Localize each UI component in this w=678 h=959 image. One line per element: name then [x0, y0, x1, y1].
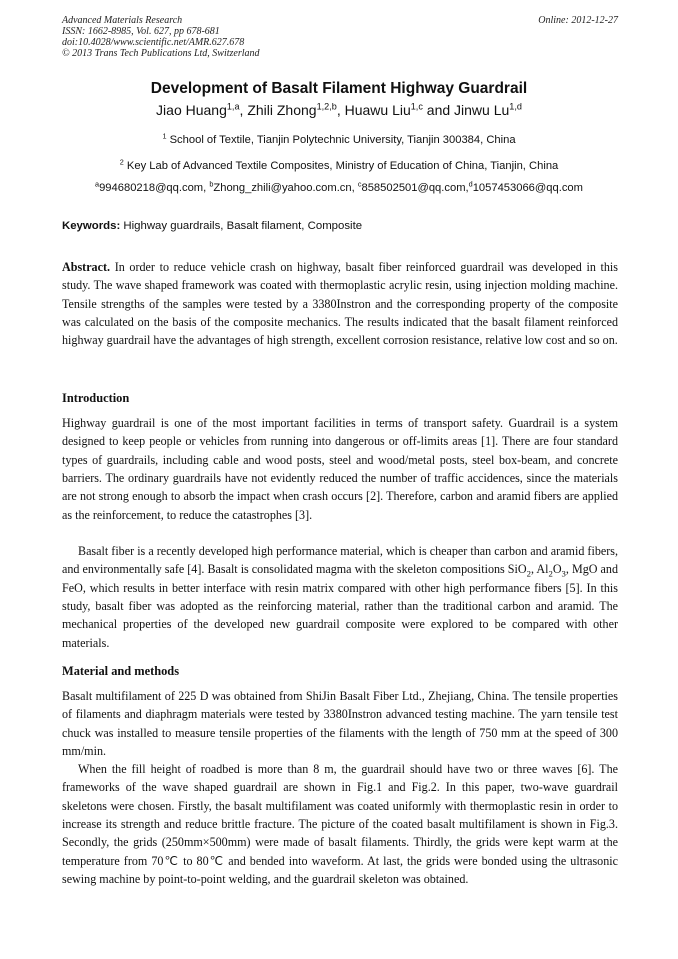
text-run: , Al: [530, 562, 549, 577]
subscript: 2: [548, 568, 553, 579]
subscript: 2: [526, 568, 531, 579]
author-separator: ,: [336, 102, 345, 118]
journal-header: [62, 15, 618, 59]
author-affil-sup: 1,2,b: [316, 101, 337, 112]
email-address: Zhong_zhili@yahoo.com.cn,: [213, 182, 358, 194]
affiliation-1: [0, 131, 678, 146]
text-run: Basalt fiber is a recently developed high performance material, which is cheaper than carbon and aramid fibers, and environmentally safe [4]. Basalt is consolidated magma with the skeleton compositions SiO: [62, 544, 618, 577]
keywords-label: Keywords:: [62, 220, 121, 232]
author-affil-sup: 1,d: [509, 101, 522, 112]
email-sup: b: [209, 179, 214, 189]
subscript: 3: [561, 568, 566, 579]
text-run: , MgO and FeO, which results in better interface with resin matrix compared with other high performance fibers [5]. In this study, basalt fiber was adopted as the reinforcing material, rather than the traditional carbon and aramid. The mechanical properties of the developed new guardrail composite were explored to be compared with other materials.: [62, 562, 618, 650]
author-name: Huawu Liu: [344, 102, 411, 118]
intro-paragraph-2: [62, 542, 618, 652]
author-separator: and: [422, 102, 455, 118]
affiliation-2: [0, 157, 678, 172]
email-address: 1057453066@qq.com: [472, 182, 583, 194]
methods-paragraph-2: When the fill height of roadbed is more than 8 m, the guardrail should have two or three waves [6]. The frameworks of the wave shaped guardrail are shown in Fig.1 and Fig.2. In this paper, two-wave guardrail skeletons were chosen. Firstly, the basalt multifilament was coated uniformly with thermoplastic resin in order to increase its strength and reduce brittle fracture. The picture of the coated basalt multifilament is shown in Fig.3. Secondly, the grids (250mm×500mm) were made of basalt filaments. Thirdly, the grids were kept warm at the temperature from 70℃ to 80℃ and bended into waveform. At last, the grids were bonded using the ultrasonic sewing machine by point-to-point welding, and the guardrail skeleton was obtained.: [62, 762, 618, 887]
author-name: Zhili Zhong: [247, 102, 317, 118]
paper-title: Development of Basalt Filament Highway Guardrail: [150, 80, 528, 97]
email-address: 994680218@qq.com,: [99, 182, 210, 194]
keywords-text: Highway guardrails, Basalt filament, Composite: [123, 220, 363, 232]
abstract-text: In order to reduce vehicle crash on highway, basalt fiber reinforced guardrail was developed in this study. The wave shaped framework was coated with thermoplastic acrylic resin, using injection molding machine. Tensile strengths of the samples were tested by a 3380Instron and the corresponding property of the composite was calculated on the basis of the composite mechanics. The results indicated that the basalt filament reinforced highway guardrail have the advantages of high strength, excellent corrosion resistance, relative low cost and so on.: [62, 260, 619, 348]
doi-line: doi:10.4028/www.scientific.net/AMR.627.678: [62, 37, 245, 48]
section-heading-methods: Material and methods: [62, 664, 180, 678]
author-affil-sup: 1,a: [226, 101, 240, 112]
affiliation-text: Key Lab of Advanced Textile Composites, Ministry of Education of China, Tianjin, China: [126, 160, 559, 172]
intro-paragraph-1: Highway guardrail is one of the most important facilities in terms of transport safety. Guardrail is a system designed to keep people or vehicles from running into dangerous or off-limits areas [1]. There are four standard types of guardrails, including cable and wood posts, steel and wood/metal posts, steel box-beam, and concrete barriers. The ordinary guardrails have not evidently reduced the number of traffic accidences, since the materials are not strong enough to absorb the impact when crash occurs [2]. Therefore, carbon and aramid fibers are applied as the reinforcement, to reduce the catastrophes [3].: [62, 416, 618, 522]
methods-paragraph-1: Basalt multifilament of 225 D was obtained from ShiJin Basalt Fiber Ltd., Zhejiang, China. The tensile properties of filaments and diaphragm materials were tested by 3380Instron advanced testing machine. The yarn tensile test chuck was installed to measure tensile properties of the filaments with the length of 750 mm at the speed of 300 mm/min.: [62, 689, 618, 759]
section-heading-introduction: Introduction: [62, 391, 130, 405]
author-name: Jinwu Lu: [454, 102, 510, 118]
abstract-label: Abstract.: [62, 260, 111, 274]
author-list: [0, 102, 678, 118]
email-sup: d: [468, 179, 473, 189]
author-separator: ,: [239, 102, 248, 118]
author-affil-sup: 1,c: [410, 101, 423, 112]
abstract: [62, 258, 618, 350]
copyright-line: © 2013 Trans Tech Publications Ltd, Switzerland: [62, 48, 260, 59]
online-date: Online: 2012-12-27: [538, 15, 618, 26]
affiliation-text: School of Textile, Tianjin Polytechnic University, Tianjin 300384, China: [169, 134, 516, 146]
affiliation-number: 2: [119, 157, 124, 167]
email-sup: a: [95, 179, 100, 189]
email-list: [0, 179, 678, 194]
author-name: Jiao Huang: [156, 102, 227, 118]
text-run: O: [552, 562, 562, 577]
email-sup: c: [357, 179, 362, 189]
keywords: [62, 220, 618, 232]
journal-name: Advanced Materials Research: [62, 15, 183, 26]
issn-line: ISSN: 1662-8985, Vol. 627, pp 678-681: [62, 26, 220, 37]
affiliation-number: 1: [162, 131, 167, 141]
email-address: 858502501@qq.com,: [361, 182, 469, 194]
